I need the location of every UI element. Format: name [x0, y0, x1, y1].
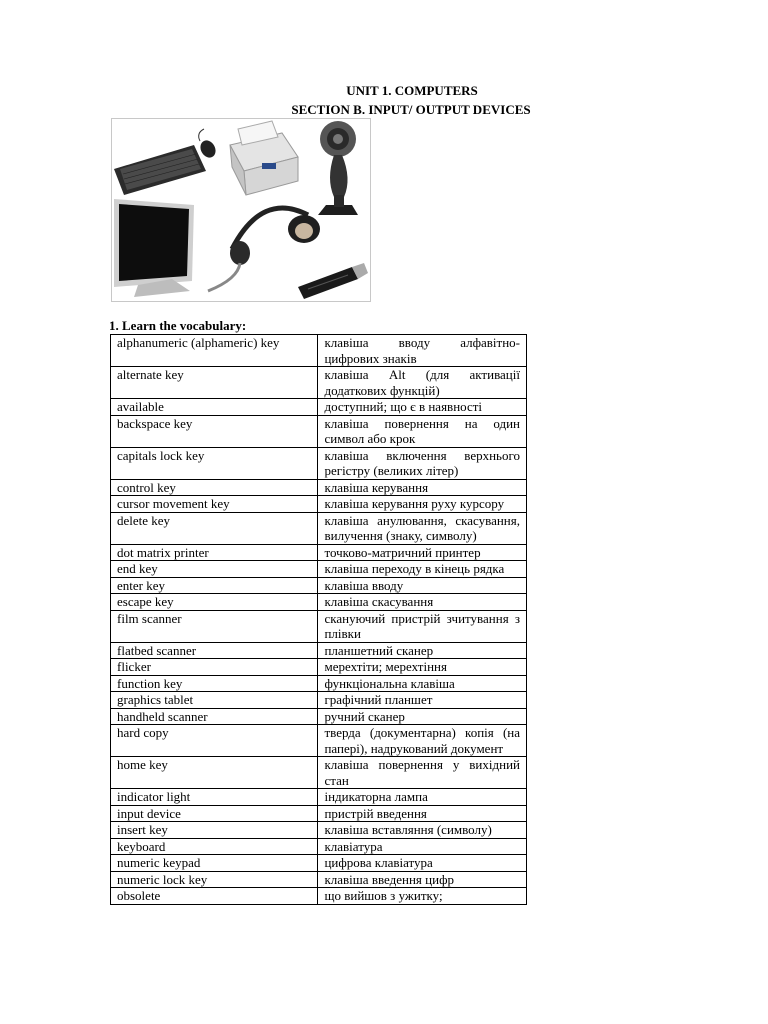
- vocab-translation: клавіша керування: [318, 479, 527, 496]
- vocab-row: [111, 577, 527, 594]
- webcam-illustration: [318, 121, 358, 215]
- vocab-translation: ручний сканер: [318, 708, 527, 725]
- vocab-term: available: [111, 399, 318, 416]
- vocab-translation: клавіша повернення у вихідний стан: [318, 757, 527, 789]
- vocab-term: numeric keypad: [111, 855, 318, 872]
- vocab-term: keyboard: [111, 838, 318, 855]
- vocab-translation: точково-матричний принтер: [318, 544, 527, 561]
- vocab-translation: планшетний сканер: [318, 642, 527, 659]
- vocab-row: [111, 642, 527, 659]
- section-title: SECTION B. INPUT/ OUTPUT DEVICES: [291, 102, 531, 117]
- vocab-translation: клавіша переходу в кінець рядка: [318, 561, 527, 578]
- vocab-row: [111, 415, 527, 447]
- vocab-term: alternate key: [111, 367, 318, 399]
- vocab-translation: клавіша введення цифр: [318, 871, 527, 888]
- vocab-translation: клавіша вводу: [318, 577, 527, 594]
- vocab-term: alphanumeric (alphameric) key: [111, 335, 318, 367]
- vocab-row: [111, 496, 527, 513]
- vocab-row: [111, 805, 527, 822]
- unit-title: UNIT 1. COMPUTERS: [346, 83, 478, 98]
- vocab-term: end key: [111, 561, 318, 578]
- vocab-row: [111, 335, 527, 367]
- keyboard-illustration: [114, 145, 206, 195]
- devices-photo: [111, 118, 371, 302]
- vocab-translation: графічний планшет: [318, 692, 527, 709]
- vocab-translation: клавіша включення верхнього регістру (великих літер): [318, 447, 527, 479]
- vocab-translation: клавіатура: [318, 838, 527, 855]
- vocab-term: escape key: [111, 594, 318, 611]
- vocab-term: cursor movement key: [111, 496, 318, 513]
- vocab-row: [111, 708, 527, 725]
- monitor-illustration: [114, 199, 194, 297]
- vocab-row: [111, 561, 527, 578]
- vocab-translation: клавіша скасування: [318, 594, 527, 611]
- vocab-term: handheld scanner: [111, 708, 318, 725]
- vocab-row: [111, 447, 527, 479]
- vocab-translation: функціональна клавіша: [318, 675, 527, 692]
- vocab-term: flicker: [111, 659, 318, 676]
- vocab-term: indicator light: [111, 789, 318, 806]
- vocab-term: capitals lock key: [111, 447, 318, 479]
- vocab-row: [111, 692, 527, 709]
- vocab-translation: доступний; що є в наявності: [318, 399, 527, 416]
- mouse-illustration: [197, 129, 218, 160]
- vocab-row: [111, 871, 527, 888]
- vocab-translation: індикаторна лампа: [318, 789, 527, 806]
- vocab-row: [111, 675, 527, 692]
- vocab-row: [111, 367, 527, 399]
- vocab-row: [111, 789, 527, 806]
- vocab-translation: тверда (документарна) копія (на папері), надрукований документ: [318, 725, 527, 757]
- vocab-term: hard copy: [111, 725, 318, 757]
- vocab-translation: що вийшов з ужитку;: [318, 888, 527, 905]
- vocab-term: delete key: [111, 512, 318, 544]
- vocab-term: backspace key: [111, 415, 318, 447]
- vocab-translation: клавіша вставляння (символу): [318, 822, 527, 839]
- vocab-row: [111, 725, 527, 757]
- vocab-term: dot matrix printer: [111, 544, 318, 561]
- printer-illustration: [230, 121, 298, 195]
- vocab-term: home key: [111, 757, 318, 789]
- exercise-heading: 1. Learn the vocabulary:: [109, 318, 247, 333]
- vocab-translation: скануючий пристрій зчитування з плівки: [318, 610, 527, 642]
- vocab-term: input device: [111, 805, 318, 822]
- vocab-translation: клавіша Alt (для активації додаткових функцій): [318, 367, 527, 399]
- vocab-term: obsolete: [111, 888, 318, 905]
- vocab-row: [111, 822, 527, 839]
- vocab-translation: клавіша анулювання, скасування, вилучення (знаку, символу): [318, 512, 527, 544]
- vocab-term: graphics tablet: [111, 692, 318, 709]
- vocab-term: film scanner: [111, 610, 318, 642]
- vocab-term: insert key: [111, 822, 318, 839]
- vocab-row: [111, 610, 527, 642]
- vocab-term: enter key: [111, 577, 318, 594]
- vocab-row: [111, 855, 527, 872]
- vocab-translation: клавіша керування руху курсору: [318, 496, 527, 513]
- vocab-term: control key: [111, 479, 318, 496]
- vocab-row: [111, 757, 527, 789]
- vocab-translation: пристрій введення: [318, 805, 527, 822]
- vocab-term: flatbed scanner: [111, 642, 318, 659]
- vocab-translation: клавіша вводу алфавітно-цифрових знаків: [318, 335, 527, 367]
- headset-illustration: [208, 208, 320, 291]
- vocabulary-table: [110, 334, 527, 905]
- vocab-translation: цифрова клавіатура: [318, 855, 527, 872]
- vocab-row: [111, 888, 527, 905]
- vocab-translation: клавіша повернення на один символ або крок: [318, 415, 527, 447]
- vocab-translation: мерехтіти; мерехтіння: [318, 659, 527, 676]
- vocab-row: [111, 838, 527, 855]
- vocab-row: [111, 544, 527, 561]
- vocab-row: [111, 399, 527, 416]
- usb-drive-illustration: [298, 263, 368, 299]
- vocab-row: [111, 512, 527, 544]
- vocab-term: numeric lock key: [111, 871, 318, 888]
- vocab-row: [111, 659, 527, 676]
- vocab-term: function key: [111, 675, 318, 692]
- vocab-row: [111, 479, 527, 496]
- vocab-row: [111, 594, 527, 611]
